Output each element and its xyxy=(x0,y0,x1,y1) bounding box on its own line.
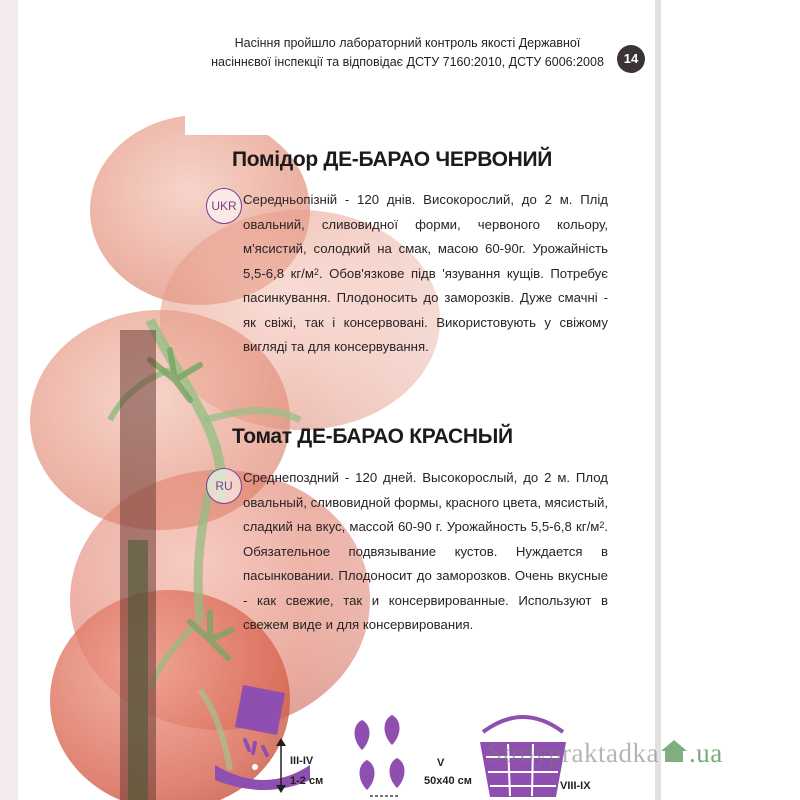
page-number-badge: 14 xyxy=(617,45,645,73)
description-ru-text-2: . Обязательное подвязывание кустов. Нуждается в пасынковании. Плодоносит до заморозков. Очень вкусные - как свежие, так и консервированные. Используют в свежем виде и для консервирования. xyxy=(243,519,608,632)
sowing-period-label: III-IV xyxy=(290,755,314,767)
description-ukr xyxy=(243,188,608,360)
language-badge-ru: RU xyxy=(206,468,242,504)
harvest-period-label: VIII-IX xyxy=(560,780,591,792)
sowing-depth-label: 1-2 см xyxy=(290,775,324,787)
description-ru-text-1: Среднепоздний - 120 дней. Высокорослый, до 2 м. Плод овальный, сливовидной формы, красного цвета, мясистый, сладкий на вкус, массой 60-90 г. Урожайность 5,5-6,8 кг/м xyxy=(243,470,608,534)
cert-line-1: Насіння пройшло лабораторний контроль якості Державної xyxy=(234,36,581,50)
superscript-2: 2 xyxy=(313,266,319,277)
certification-text xyxy=(205,34,610,72)
depth-arrow-icon xyxy=(273,738,289,793)
description-ukr-text-2: . Обов'язкове підв 'язування кущів. Потребує пасинкування. Плодоносить до заморозків. Дуже смачні - як свіжі, так і консервовані. Використовують у свіжому вигляді та для консервування. xyxy=(243,265,608,354)
language-badge-ukr: UKR xyxy=(206,188,242,224)
description-ukr-text-1: Середньопізній - 120 днів. Високорослий, до 2 м. Плід овальний, сливовидної форми, червоного кольору, м'ясистий, солодкий на смак, масою 60-90г. Урожайність 5,5-6,8 кг/м xyxy=(243,192,608,281)
title-ukr: Помідор ДЕ-БАРАО ЧЕРВОНИЙ xyxy=(232,148,553,171)
watermark-tld: .ua xyxy=(688,738,723,768)
watermark xyxy=(487,738,723,769)
superscript-2: 2 xyxy=(599,520,605,530)
seedling-spacing-icon xyxy=(352,710,422,800)
house-icon xyxy=(659,738,689,764)
cert-line-2: насіннєвої інспекції та відповідає ДСТУ 7160:2010, ДСТУ 6006:2008 xyxy=(211,55,604,69)
title-ru: Томат ДЕ-БАРАО КРАСНЫЙ xyxy=(232,425,513,448)
planting-month-label: V xyxy=(437,757,445,769)
watermark-name: Stroypraktadka xyxy=(487,738,659,768)
description-ru xyxy=(243,466,608,638)
planting-scheme-label: 50x40 см xyxy=(424,775,472,787)
